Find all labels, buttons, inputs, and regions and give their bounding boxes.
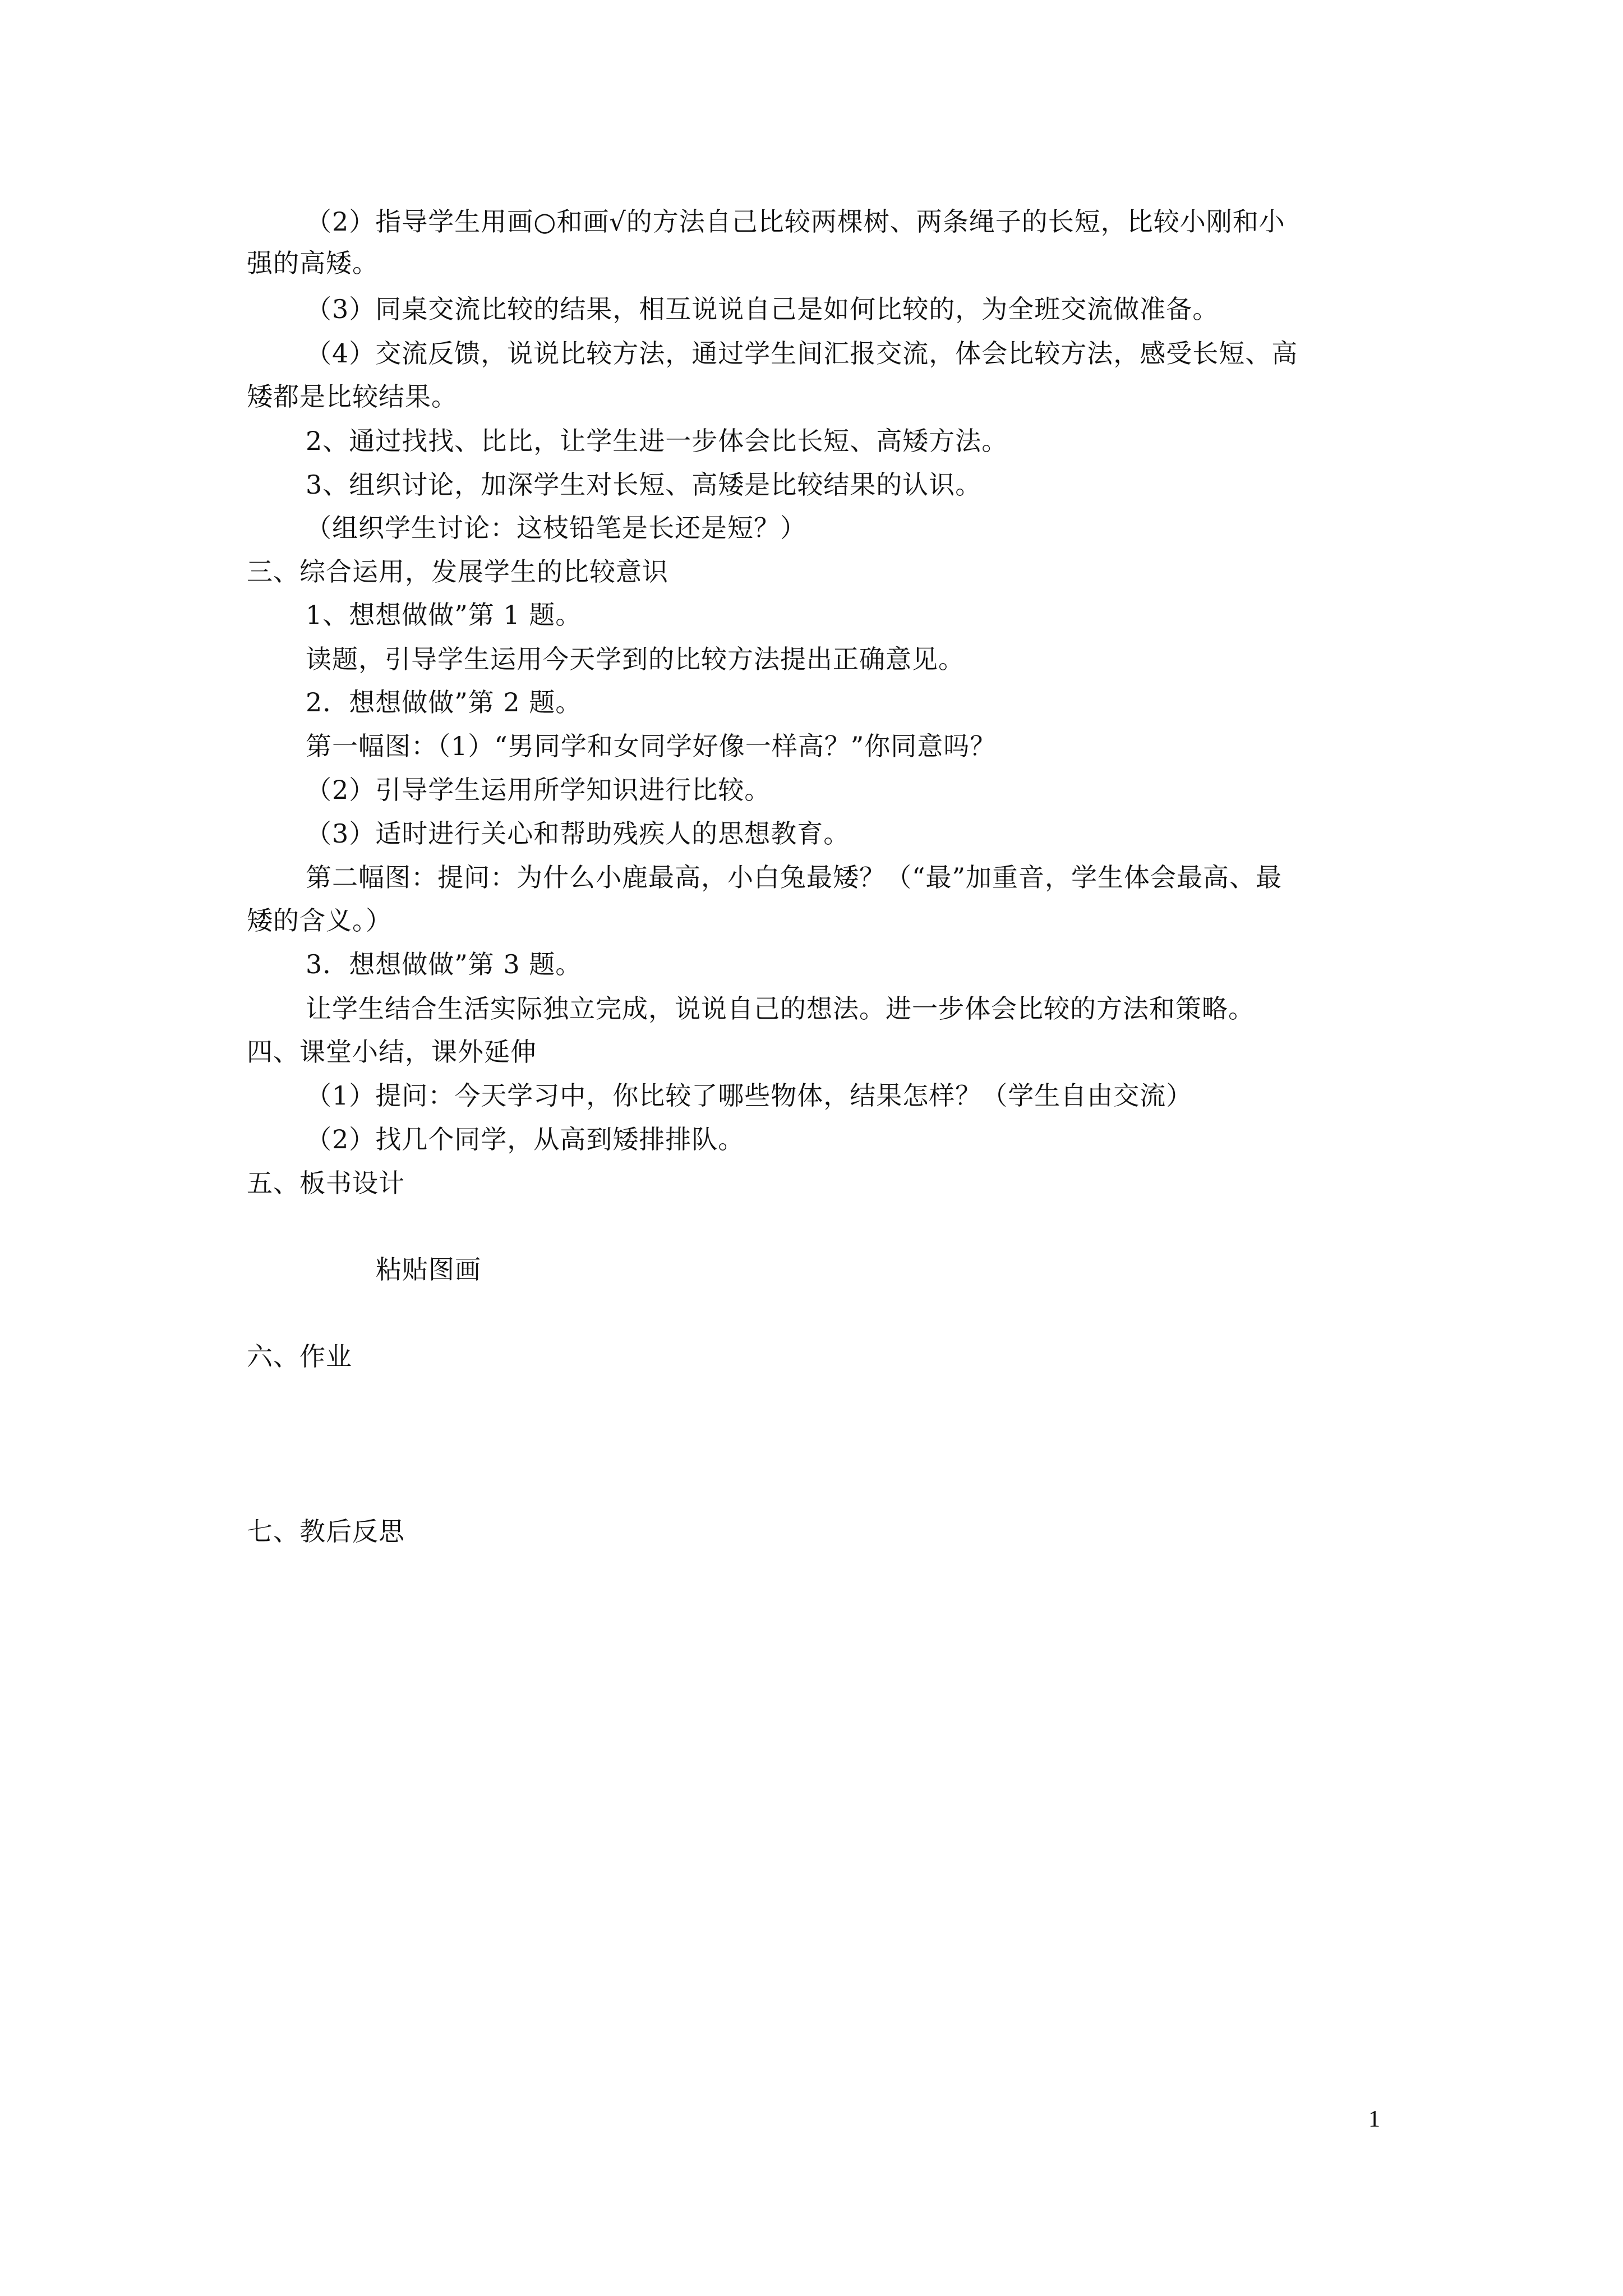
text-line-2: 强的高矮。 <box>247 248 379 278</box>
section-heading-3: 三、综合运用，发展学生的比较意识 <box>247 556 668 587</box>
text-line-21: （1）提问：今天学习中，你比较了哪些物体，结果怎样？（学生自由交流） <box>306 1080 1193 1111</box>
text-line-12: 2．想想做做”第 2 题。 <box>306 687 582 717</box>
text-line-17: 矮的含义。） <box>247 905 392 936</box>
text-line-13: 第一幅图：（1）“男同学和女同学好像一样高？”你同意吗？ <box>306 731 997 761</box>
text-line-1: （2）指导学生用画○和画√的方法自己比较两棵树、两条绳子的长短，比较小刚和小 <box>306 206 1285 237</box>
text-line-6: 2、通过找找、比比，让学生进一步体会比长短、高矮方法。 <box>306 426 1008 456</box>
section-heading-4: 四、课堂小结，课外延伸 <box>247 1037 537 1067</box>
section-heading-7: 七、教后反思 <box>247 1516 405 1547</box>
text-line-18: 3．想想做做”第 3 题。 <box>306 949 582 979</box>
text-line-7: 3、组织讨论，加深学生对长短、高矮是比较结果的认识。 <box>306 470 982 500</box>
text-line-8: （组织学生讨论：这枝铅笔是长还是短？） <box>306 513 806 543</box>
text-line-14: （2）引导学生运用所学知识进行比较。 <box>306 775 771 805</box>
text-line-22: （2）找几个同学，从高到矮排排队。 <box>306 1124 745 1154</box>
text-line-19: 让学生结合生活实际独立完成，说说自己的想法。进一步体会比较的方法和策略。 <box>306 993 1255 1024</box>
text-line-3: （3）同桌交流比较的结果，相互说说自己是如何比较的，为全班交流做准备。 <box>306 294 1219 324</box>
text-line-16: 第二幅图：提问：为什么小鹿最高，小白兔最矮？（“最”加重音，学生体会最高、最 <box>306 862 1283 892</box>
text-line-15: （3）适时进行关心和帮助残疾人的思想教育。 <box>306 818 850 849</box>
text-line-4: （4）交流反馈，说说比较方法，通过学生间汇报交流，体会比较方法，感受长短、高 <box>306 338 1298 369</box>
section-heading-5: 五、板书设计 <box>247 1168 405 1198</box>
board-design-note: 粘贴图画 <box>376 1254 481 1285</box>
text-line-5: 矮都是比较结果。 <box>247 381 458 412</box>
text-line-11: 读题，引导学生运用今天学到的比较方法提出正确意见。 <box>306 644 965 674</box>
section-heading-6: 六、作业 <box>247 1341 352 1372</box>
text-line-10: 1、想想做做”第 1 题。 <box>306 600 582 630</box>
page-number: 1 <box>1368 2106 1380 2132</box>
